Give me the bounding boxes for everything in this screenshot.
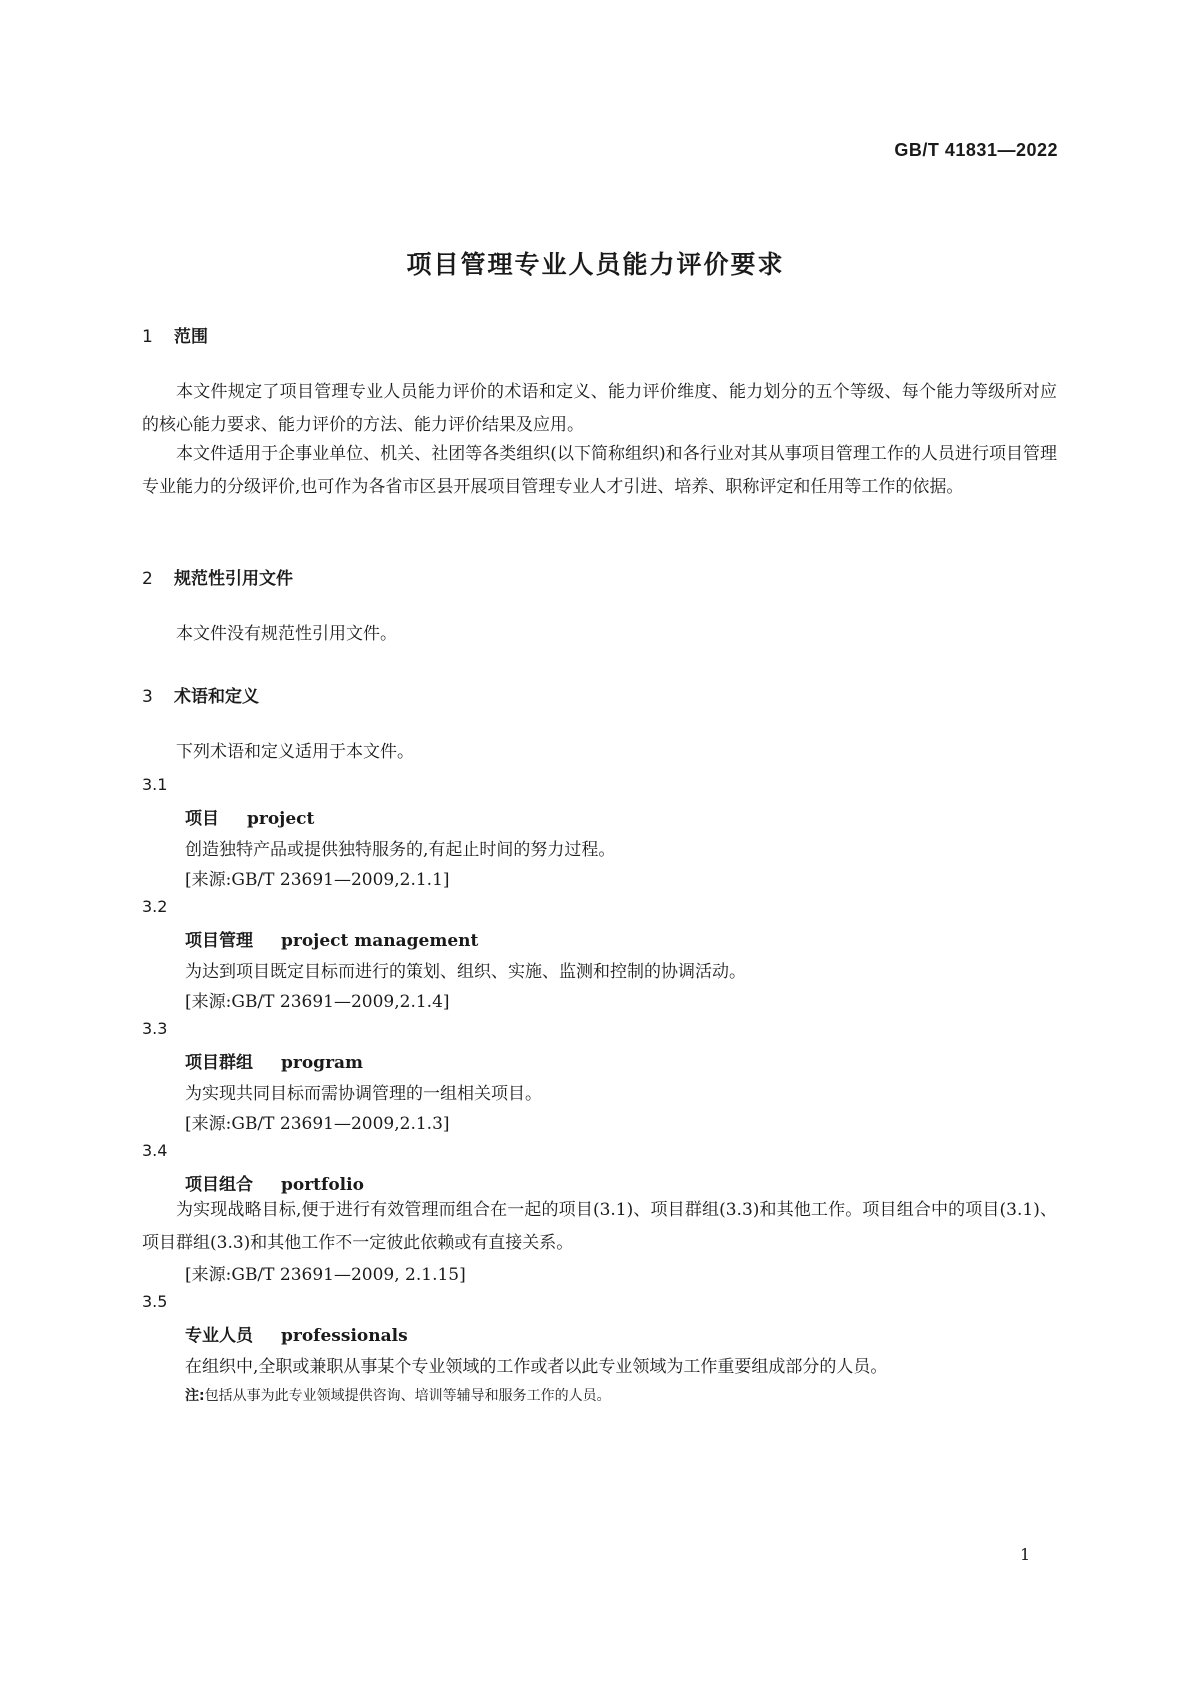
term-definition: 创造独特产品或提供独特服务的,有起止时间的努力过程。 <box>185 840 616 860</box>
term-chinese: 项目管理 <box>185 931 253 951</box>
term-source: [来源:GB/T 23691—2009,2.1.1] <box>185 870 450 890</box>
section-1-heading <box>142 322 208 347</box>
term-entry <box>185 804 314 829</box>
standard-code: GB/T 41831—2022 <box>894 140 1058 160</box>
section-3-paragraph: 下列术语和定义适用于本文件。 <box>176 742 414 762</box>
term-note <box>185 1385 611 1405</box>
term-english: project <box>247 809 315 829</box>
section-title: 术语和定义 <box>174 687 259 707</box>
term-number: 3.2 <box>142 897 168 916</box>
term-source: [来源:GB/T 23691—2009,2.1.3] <box>185 1114 450 1134</box>
section-2-heading <box>142 564 293 589</box>
section-number: 1 <box>142 327 153 347</box>
term-definition: 为实现共同目标而需协调管理的一组相关项目。 <box>185 1084 542 1104</box>
term-chinese: 项目 <box>185 809 219 829</box>
term-english: project management <box>281 931 479 951</box>
section-number: 2 <box>142 569 153 589</box>
section-number: 3 <box>142 687 153 707</box>
term-chinese: 项目组合 <box>185 1175 253 1195</box>
term-entry <box>185 1048 363 1073</box>
term-number: 3.1 <box>142 775 168 794</box>
term-entry <box>185 926 478 951</box>
section-1-paragraph-1: 本文件规定了项目管理专业人员能力评价的术语和定义、能力评价维度、能力划分的五个等级、每个能力等级所对应的核心能力要求、能力评价的方法、能力评价结果及应用。 <box>142 382 1057 435</box>
term-entry <box>185 1321 408 1346</box>
section-title: 规范性引用文件 <box>174 569 293 589</box>
term-source: [来源:GB/T 23691—2009,2.1.4] <box>185 992 450 1012</box>
note-text: 包括从事为此专业领域提供咨询、培训等辅导和服务工作的人员。 <box>204 1388 611 1404</box>
page-number: 1 <box>1020 1545 1031 1564</box>
note-label: 注: <box>185 1388 205 1404</box>
section-2-paragraph: 本文件没有规范性引用文件。 <box>176 624 397 644</box>
term-chinese: 专业人员 <box>185 1326 253 1346</box>
term-english: program <box>281 1053 364 1073</box>
term-definition: 在组织中,全职或兼职从事某个专业领域的工作或者以此专业领域为工作重要组成部分的人员。 <box>185 1357 888 1377</box>
term-chinese: 项目群组 <box>185 1053 253 1073</box>
term-entry <box>185 1170 364 1195</box>
term-english: professionals <box>281 1326 408 1346</box>
term-number: 3.3 <box>142 1019 168 1038</box>
term-source: [来源:GB/T 23691—2009, 2.1.15] <box>185 1265 466 1285</box>
term-number: 3.4 <box>142 1141 168 1160</box>
document-title: 项目管理专业人员能力评价要求 <box>406 250 785 279</box>
term-definition: 为实现战略目标,便于进行有效管理而组合在一起的项目(3.1)、项目群组(3.3)和其他工作。项目组合中的项目(3.1)、项目群组(3.3)和其他工作不一定彼此依赖或有直接关系。 <box>142 1200 1057 1253</box>
section-title: 范围 <box>174 327 208 347</box>
term-number: 3.5 <box>142 1292 168 1311</box>
term-definition: 为达到项目既定目标而进行的策划、组织、实施、监测和控制的协调活动。 <box>185 962 746 982</box>
term-english: portfolio <box>281 1175 364 1195</box>
section-1-paragraph-2: 本文件适用于企事业单位、机关、社团等各类组织(以下简称组织)和各行业对其从事项目管理工作的人员进行项目管理专业能力的分级评价,也可作为各省市区县开展项目管理专业人才引进、培养、职称评定和任用等工作的依据。 <box>142 444 1057 497</box>
section-3-heading <box>142 682 259 707</box>
